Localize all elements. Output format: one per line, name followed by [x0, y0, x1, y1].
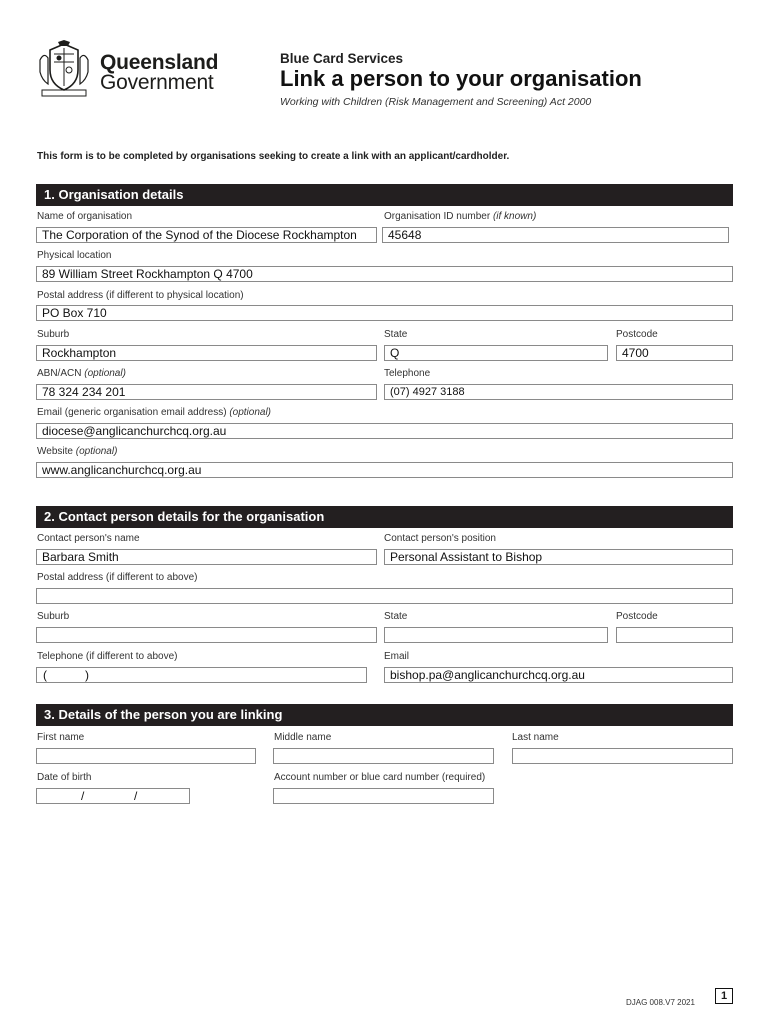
act-reference: Working with Children (Risk Management and Screening) Act 2000 [280, 96, 592, 108]
org-name-field[interactable]: The Corporation of the Synod of the Diocese Rockhampton [36, 227, 377, 243]
postal-address-field[interactable]: PO Box 710 [36, 305, 733, 321]
physical-location-label: Physical location [37, 250, 112, 261]
section3-heading: 3. Details of the person you are linking [36, 704, 733, 726]
org-id-label: Organisation ID number (if known) [384, 211, 537, 222]
account-number-field[interactable] [273, 788, 494, 804]
section1-heading: 1. Organisation details [36, 184, 733, 206]
contact-state-field[interactable] [384, 627, 608, 643]
dob-label: Date of birth [37, 772, 92, 783]
account-number-label: Account number or blue card number (required) [274, 772, 486, 783]
contact-suburb-field[interactable] [36, 627, 377, 643]
service-name: Blue Card Services [280, 51, 404, 66]
contact-suburb-label: Suburb [37, 611, 70, 622]
physical-location-field[interactable]: 89 William Street Rockhampton Q 4700 [36, 266, 733, 282]
contact-postal-label: Postal address (if different to above) [37, 572, 198, 583]
abn-label: ABN/ACN (optional) [37, 368, 126, 379]
org-id-field[interactable]: 45648 [382, 227, 729, 243]
middle-name-field[interactable] [273, 748, 494, 764]
area-code-close: ) [85, 668, 89, 682]
intro-text: This form is to be completed by organisations seeking to create a link with an applicant/cardholder. [37, 151, 510, 162]
org-name-label: Name of organisation [37, 211, 133, 222]
dob-separator: / [134, 789, 138, 803]
contact-state-label: State [384, 611, 408, 622]
dob-field[interactable] [36, 788, 190, 804]
contact-position-label: Contact person's position [384, 533, 496, 544]
website-label: Website (optional) [37, 446, 118, 457]
queensland-coat-of-arms-icon [36, 40, 92, 98]
telephone-field[interactable]: (07) 4927 3188 [384, 384, 733, 400]
contact-name-label: Contact person's name [37, 533, 140, 544]
postcode-field[interactable]: 4700 [616, 345, 733, 361]
org-email-field[interactable]: diocese@anglicanchurchcq.org.au [36, 423, 733, 439]
brand-government: Government [100, 71, 214, 94]
contact-postal-field[interactable] [36, 588, 733, 604]
state-label: State [384, 329, 408, 340]
suburb-field[interactable]: Rockhampton [36, 345, 377, 361]
page-number: 1 [715, 988, 733, 1004]
contact-telephone-field[interactable] [36, 667, 367, 683]
contact-email-label: Email [384, 651, 410, 662]
last-name-field[interactable] [512, 748, 733, 764]
website-field[interactable]: www.anglicanchurchcq.org.au [36, 462, 733, 478]
first-name-label: First name [37, 732, 85, 743]
form-code: DJAG 008.V7 2021 [626, 998, 695, 1007]
area-code-open: ( [43, 668, 47, 682]
contact-telephone-label: Telephone (if different to above) [37, 651, 178, 662]
org-email-label: Email (generic organisation email address) (optional) [37, 407, 272, 418]
postcode-label: Postcode [616, 329, 658, 340]
contact-postcode-field[interactable] [616, 627, 733, 643]
suburb-label: Suburb [37, 329, 70, 340]
middle-name-label: Middle name [274, 732, 332, 743]
telephone-label: Telephone [384, 368, 431, 379]
first-name-field[interactable] [36, 748, 256, 764]
last-name-label: Last name [512, 732, 559, 743]
page-title: Link a person to your organisation [280, 66, 642, 91]
contact-email-field[interactable]: bishop.pa@anglicanchurchcq.org.au [384, 667, 733, 683]
contact-position-field[interactable]: Personal Assistant to Bishop [384, 549, 733, 565]
postal-address-label: Postal address (if different to physical location) [37, 290, 244, 301]
brand-queensland: Queensland [100, 51, 219, 74]
section2-heading: 2. Contact person details for the organisation [36, 506, 733, 528]
contact-name-field[interactable]: Barbara Smith [36, 549, 377, 565]
dob-separator: / [81, 789, 85, 803]
contact-postcode-label: Postcode [616, 611, 658, 622]
abn-field[interactable]: 78 324 234 201 [36, 384, 377, 400]
state-field[interactable]: Q [384, 345, 608, 361]
